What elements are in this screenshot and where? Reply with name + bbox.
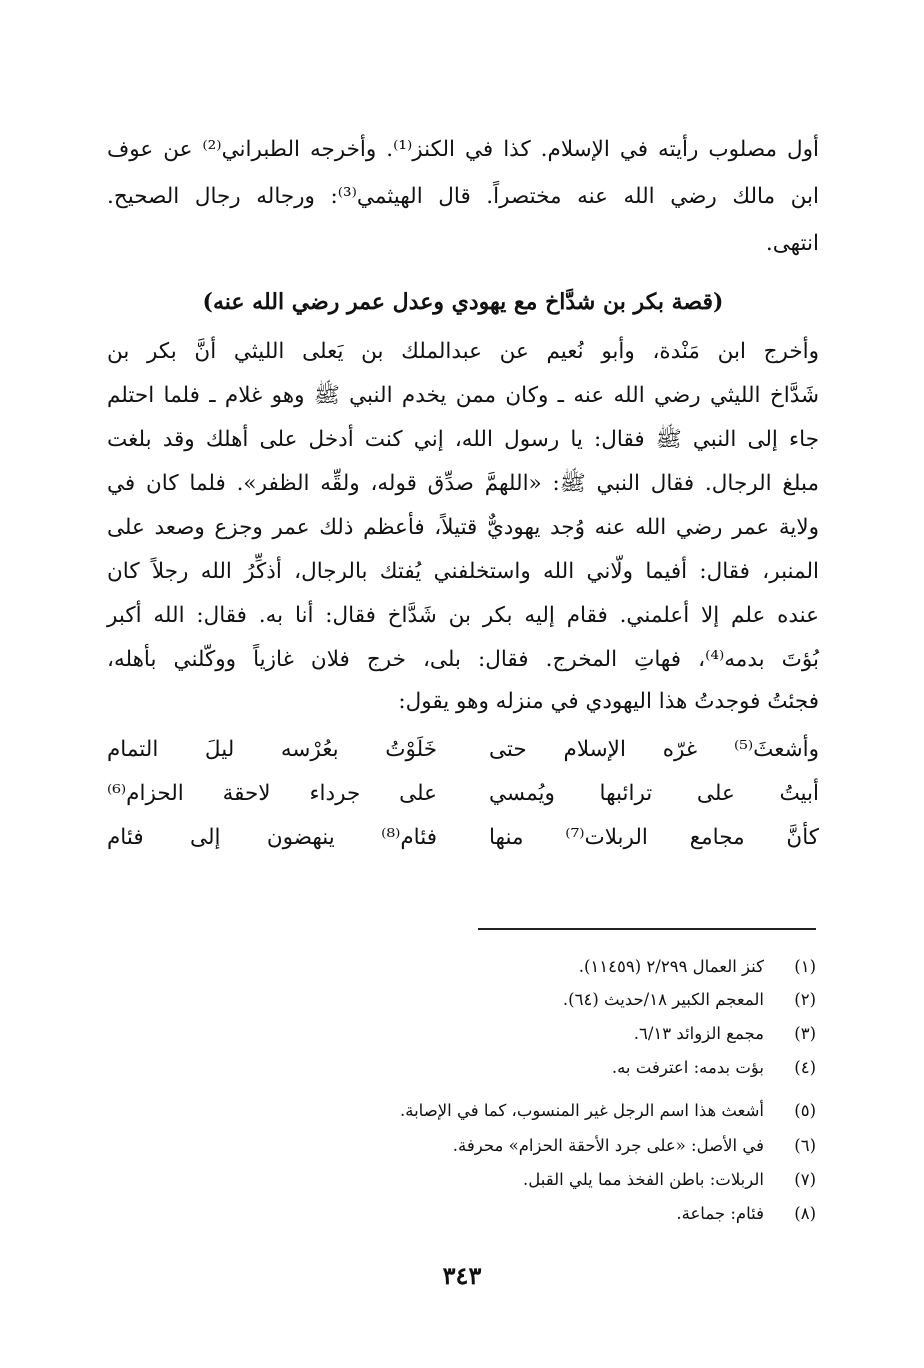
footnote-3-number: (٣) [794, 1024, 816, 1043]
footnote-8-text: فئام: جماعة. [676, 1204, 764, 1223]
story-line-5: ولاية عمر رضي الله عنه وُجد يهوديٌّ قتيلاً، فأعظم ذلك عمر وجزع وصعد على [107, 515, 819, 540]
story-line-4: مبلغ الرجال. فقال النبي ﷺ: «اللهمَّ صدِّق قوله، ولقِّه الظفر». فلما كان في [107, 471, 819, 496]
section-title: (قصة بكر بن شدَّاخ مع يهودي وعدل عمر رضي الله عنه) [202, 289, 724, 315]
intro-line-1: أول مصلوب رأيته في الإسلام. كذا في الكنز⁽¹⁾. وأخرجه الطبراني⁽²⁾ عن عوف [107, 137, 819, 162]
footnote-6 [104, 1131, 816, 1161]
footnote-8-number: (٨) [794, 1204, 816, 1223]
footnote-4 [104, 1053, 816, 1083]
footnote-4-number: (٤) [794, 1058, 816, 1077]
story-line-8: بُؤتَ بدمه⁽⁴⁾، فهاتِ المخرج. فقال: بلى، خرج فلان غازياً ووكّلني بأهله، [107, 647, 819, 672]
footnote-4-text: بؤت بدمه: اعترفت به. [611, 1058, 764, 1077]
story-line-1: وأخرج ابن مَنْدة، وأبو نُعيم عن عبدالملك بن يَعلى الليثي أنَّ بكر بن [107, 339, 819, 364]
story-line-2: شَدَّاخ الليثي رضي الله عنه ـ وكان ممن يخدم النبي ﷺ وهو غلام ـ فلما احتلم [107, 383, 819, 408]
footnote-1 [104, 952, 816, 982]
poem-verse-3-second: فئام⁽⁸⁾ ينهضون إلى فئام [107, 825, 437, 850]
poem-verse-1 [107, 728, 819, 772]
footnote-7-number: (٧) [794, 1170, 816, 1189]
poem-verse-3-first: كأنَّ مجامع الربلات⁽⁷⁾ منها [489, 825, 819, 850]
poem-verse-2 [107, 772, 819, 816]
footnote-2-text: المعجم الكبير ١٨/حديث (٦٤). [562, 990, 764, 1009]
poem-verse-1-second: خَلَوْتُ بعُرْسه ليلَ التمام [107, 737, 437, 762]
footnote-1-text: كنز العمال ٢/٢٩٩ (١١٤٥٩). [578, 957, 764, 976]
poem-verse-2-second: على جرداء لاحقة الحزام⁽⁶⁾ [107, 781, 437, 806]
story-line-9: فجئتُ فوجدتُ هذا اليهودي في منزله وهو يقول: [398, 689, 819, 714]
footnote-7 [104, 1165, 816, 1195]
poem-verse-2-first: أبيتُ على ترائبها ويُمسي [489, 781, 819, 806]
footnote-6-number: (٦) [794, 1136, 816, 1155]
footnote-separator [478, 928, 816, 930]
story-line-7: عنده علم إلا أعلمني. فقام إليه بكر بن شَدَّاخ فقال: أنا به. فقال: الله أكبر [107, 603, 819, 628]
footnote-5-text: أشعث هذا اسم الرجل غير المنسوب، كما في الإصابة. [400, 1101, 764, 1120]
footnote-5 [104, 1096, 816, 1126]
poem-verse-3 [107, 816, 819, 860]
poem-verse-1-first: وأشعثَ⁽⁵⁾ غرّه الإسلام حتى [489, 737, 819, 762]
footnote-8 [104, 1199, 816, 1229]
footnote-3 [104, 1019, 816, 1049]
footnote-2 [104, 985, 816, 1015]
story-line-6: المنبر، فقال: أفيما ولّاني الله واستخلفني يُفتك بالرجال، أذكِّرُ الله رجلاً كان [107, 559, 819, 584]
footnote-5-number: (٥) [794, 1101, 816, 1120]
footnote-1-number: (١) [794, 957, 816, 976]
intro-line-3: انتهى. [765, 231, 819, 256]
story-line-3: جاء إلى النبي ﷺ فقال: يا رسول الله، إني كنت أدخل على أهلك وقد بلغت [107, 427, 819, 452]
intro-line-2: ابن مالك رضي الله عنه مختصراً. قال الهيثمي⁽³⁾: ورجاله رجال الصحيح. [107, 184, 819, 209]
footnote-7-text: الربلات: باطن الفخذ مما يلي القبل. [523, 1170, 764, 1189]
footnote-6-text: في الأصل: «على جرد الأحقة الحزام» محرفة. [452, 1136, 764, 1155]
footnote-2-number: (٢) [794, 990, 816, 1009]
footnote-3-text: مجمع الزوائد ٦/١٣. [633, 1024, 764, 1043]
page-number: ٣٤٣ [442, 1261, 482, 1290]
